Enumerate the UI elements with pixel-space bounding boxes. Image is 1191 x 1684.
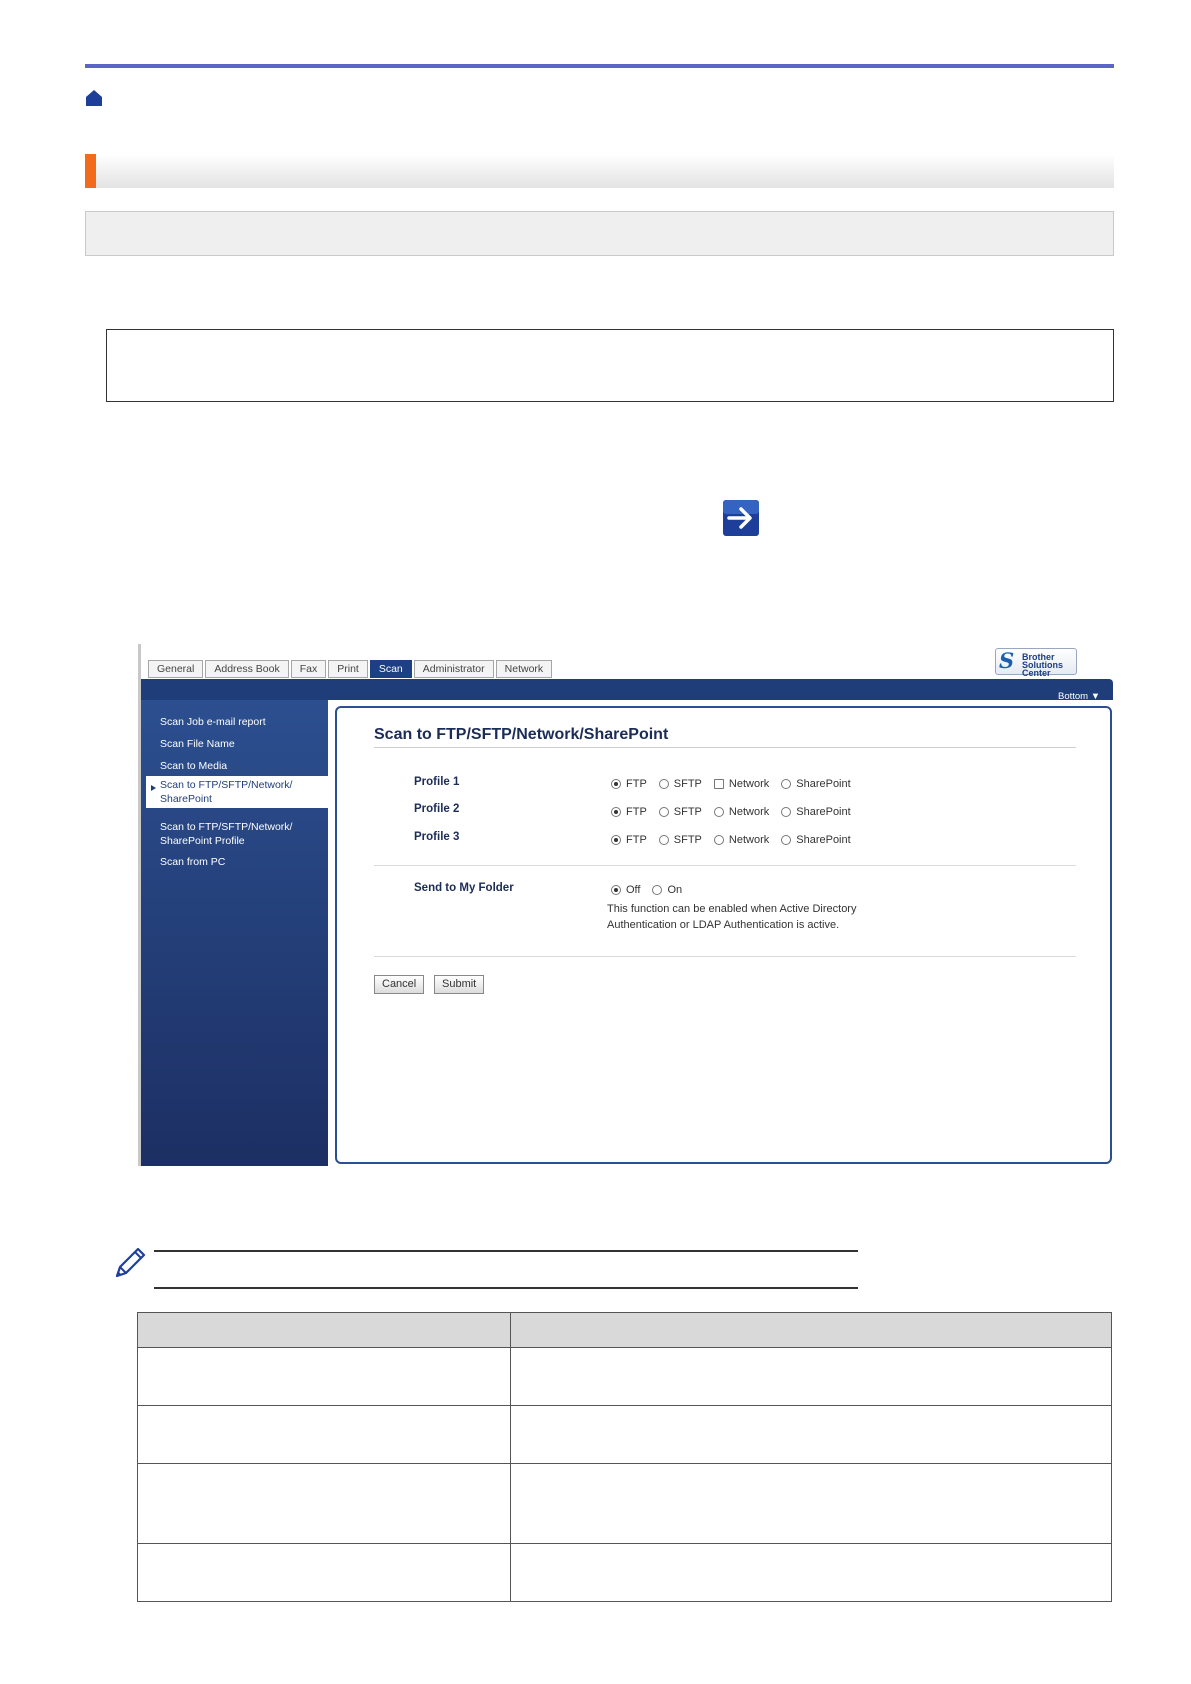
send-to-my-folder-label: Send to My Folder: [414, 882, 514, 894]
tab-scan[interactable]: Scan: [370, 660, 412, 678]
form-divider: [374, 956, 1076, 957]
profile-1-sftp-radio[interactable]: [659, 779, 669, 789]
table-cell: [138, 1464, 511, 1544]
heading-marker: [85, 154, 96, 188]
tab-fax[interactable]: Fax: [291, 660, 327, 678]
table-cell: [511, 1348, 1112, 1406]
bottom-link[interactable]: Bottom ▼: [1058, 691, 1101, 702]
brother-solutions-center-logo[interactable]: [995, 648, 1077, 678]
note-top-rule: [154, 1250, 858, 1252]
sidebar: [141, 700, 328, 1166]
table-cell: [138, 1544, 511, 1602]
sidebar-item-scan-to-media[interactable]: Scan to Media: [160, 760, 228, 772]
tab-general[interactable]: General: [148, 660, 203, 678]
tab-bar: [148, 660, 552, 678]
profile-3-sftp-radio[interactable]: [659, 835, 669, 845]
table-row: [138, 1348, 1112, 1406]
table-cell: [138, 1406, 511, 1464]
nav-bar: [141, 679, 1113, 700]
section-divider: [374, 865, 1076, 866]
profile-2-network-radio[interactable]: [714, 807, 724, 817]
table-cell: [511, 1544, 1112, 1602]
table-header-cell: [138, 1313, 511, 1348]
profile-3-ftp-radio[interactable]: [611, 835, 621, 845]
table-cell: [511, 1406, 1112, 1464]
my-folder-options: Off On: [611, 884, 682, 896]
table-header-row: [138, 1313, 1112, 1348]
heading-band: [96, 154, 1114, 188]
profile-2-options: FTP SFTP Network SharePoint: [611, 806, 851, 818]
profile-2-label: Profile 2: [414, 803, 460, 815]
summary-box: [85, 211, 1114, 256]
header-rule: [85, 64, 1114, 68]
logo-line-1: Brother: [1022, 652, 1055, 662]
cancel-button[interactable]: Cancel: [374, 975, 424, 994]
sidebar-item-scan-to-ftp-active[interactable]: [146, 776, 329, 808]
tab-network[interactable]: Network: [496, 660, 553, 678]
profile-3-label: Profile 3: [414, 831, 460, 843]
profile-3-options: FTP SFTP Network SharePoint: [611, 834, 851, 846]
boxed-note: [106, 329, 1114, 402]
table-cell: [511, 1464, 1112, 1544]
sidebar-item-label: Scan to FTP/SFTP/Network/ SharePoint: [160, 779, 293, 805]
profile-2-ftp-radio[interactable]: [611, 807, 621, 817]
profile-3-sharepoint-radio[interactable]: [781, 835, 791, 845]
tab-administrator[interactable]: Administrator: [414, 660, 494, 678]
panel-title: Scan to FTP/SFTP/Network/SharePoint: [374, 726, 669, 743]
selected-arrow-icon: [151, 785, 157, 791]
sidebar-item-scan-job-email-report[interactable]: Scan Job e-mail report: [160, 716, 266, 728]
profile-1-label: Profile 1: [414, 776, 460, 788]
profile-1-options: FTP SFTP Network SharePoint: [611, 778, 851, 790]
pencil-icon: [111, 1243, 149, 1281]
tab-print[interactable]: Print: [328, 660, 368, 678]
brother-s-icon: S: [999, 648, 1015, 673]
profile-2-sharepoint-radio[interactable]: [781, 807, 791, 817]
profile-1-ftp-radio[interactable]: [611, 779, 621, 789]
settings-panel: [335, 706, 1112, 1164]
table-row: [138, 1544, 1112, 1602]
table-header-cell: [511, 1313, 1112, 1348]
sidebar-item-scan-from-pc[interactable]: Scan from PC: [160, 856, 226, 868]
title-divider: [374, 747, 1076, 748]
logo-line-2: Solutions Center: [1022, 660, 1063, 678]
profile-2-sftp-radio[interactable]: [659, 807, 669, 817]
sidebar-item-scan-file-name[interactable]: Scan File Name: [160, 738, 235, 750]
my-folder-off-radio[interactable]: [611, 885, 621, 895]
profile-1-network-radio[interactable]: [714, 779, 724, 789]
my-folder-on-radio[interactable]: [652, 885, 662, 895]
home-icon[interactable]: [85, 89, 103, 107]
settings-table: [137, 1312, 1112, 1602]
sidebar-item-scan-to-ftp-profile[interactable]: Scan to FTP/SFTP/Network/ SharePoint Profile: [160, 821, 293, 847]
table-row: [138, 1406, 1112, 1464]
note-bottom-rule: [154, 1287, 858, 1289]
tab-address-book[interactable]: Address Book: [205, 660, 288, 678]
profile-3-network-radio[interactable]: [714, 835, 724, 845]
my-folder-help-text: This function can be enabled when Active Directory Authentication or LDAP Authentication is active.: [607, 903, 857, 931]
arrow-right-icon[interactable]: [723, 500, 759, 536]
table-row: [138, 1464, 1112, 1544]
submit-button[interactable]: Submit: [434, 975, 484, 994]
profile-1-sharepoint-radio[interactable]: [781, 779, 791, 789]
table-cell: [138, 1348, 511, 1406]
